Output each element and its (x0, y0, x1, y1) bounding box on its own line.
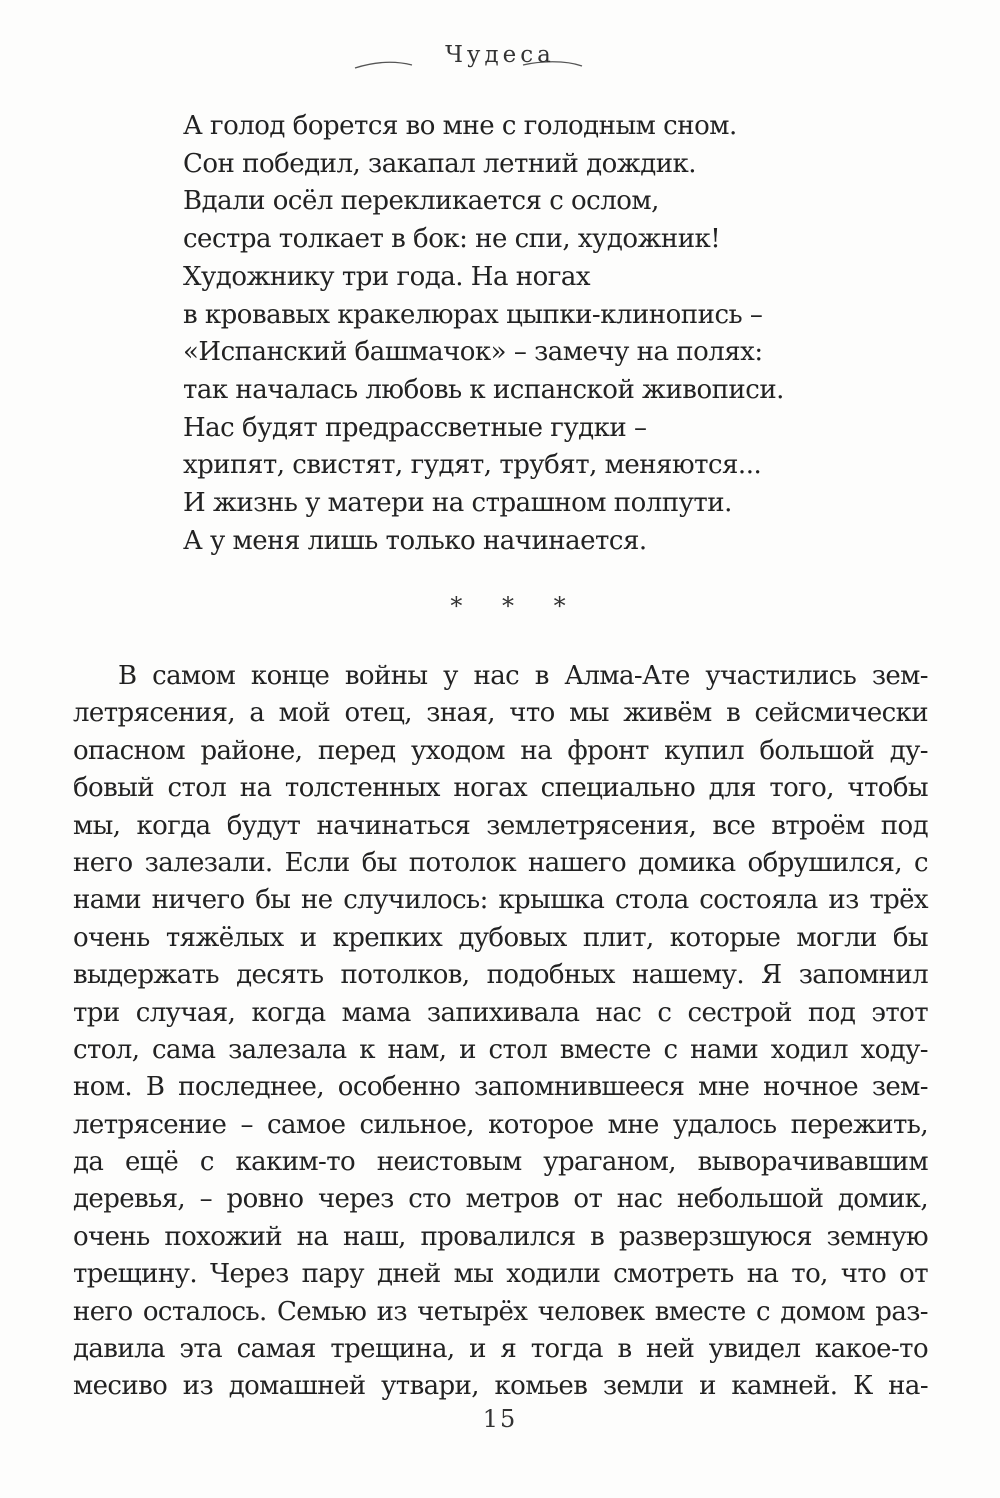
poem-line: хрипят, свистят, гудят, трубят, меняются... (183, 450, 762, 481)
poem-line: «Испанский башмачок» – замечу на полях: (183, 337, 763, 368)
prose-line: летрясение – самое сильное, которое мне удалось пережить, (73, 1109, 928, 1140)
prose-line: стол, сама залезала к нам, и стол вместе с нами ходил ходу- (73, 1034, 928, 1065)
prose-line: нами ничего бы не случилось: крышка стола состояла из трёх (73, 885, 928, 916)
poem-line: так началась любовь к испанской живописи. (183, 374, 784, 405)
poem-line: Сон победил, закапал летний дождик. (183, 148, 697, 179)
prose-line: него залезали. Если бы потолок нашего домика обрушился, с (73, 847, 928, 878)
prose-line: В самом конце войны у нас в Алма-Ате участились зем- (118, 661, 928, 691)
prose-line: него осталось. Семью из четырёх человек вместе с домом раз- (73, 1296, 928, 1327)
poem-line: Художнику три года. На ногах (183, 261, 591, 292)
prose-line: очень тяжёлых и крепких дубовых плит, которые могли бы (73, 922, 928, 953)
poem-line: в кровавых кракелюрах цыпки-клинопись – (183, 299, 763, 330)
prose-line: да ещё с каким-то неистовым ураганом, выворачивавшим (73, 1147, 928, 1178)
prose-paragraph (73, 658, 928, 1406)
prose-line: месиво из домашней утвари, комьев земли и камней. К на- (73, 1371, 928, 1402)
prose-line: ном. В последнее, особенно запомнившееся мне ночное зем- (73, 1072, 928, 1103)
prose-line: давила эта самая трещина, и я тогда в ней увидел какое-то (73, 1334, 928, 1365)
prose-line: трещину. Через пару дней мы ходили смотреть на то, что от (73, 1259, 928, 1290)
prose-line: опасном районе, перед уходом на фронт купил большой ду- (73, 735, 928, 766)
poem-line: И жизнь у матери на страшном полпути. (183, 488, 732, 519)
poem-line: А голод борется во мне с голодным сном. (183, 111, 737, 141)
page-number: 15 (482, 1405, 518, 1433)
poem-line: Нас будят предрассветные гудки – (183, 412, 647, 443)
running-title: Чудеса (445, 42, 555, 68)
prose-line: бовый стол на толстенных ногах специально для того, чтобы (73, 773, 928, 804)
poem (183, 108, 784, 560)
poem-line: Вдали осёл перекликается с ослом, (183, 186, 659, 217)
prose-line: мы, когда будут начинаться землетрясения, все втроём под (73, 810, 928, 841)
prose-line: летрясения, а мой отец, зная, что мы живём в сейсмически (73, 698, 928, 729)
prose-line: очень похожий на наш, провалился в разверзшуюся земную (73, 1221, 928, 1252)
prose-line: деревья, – ровно через сто метров от нас небольшой домик, (73, 1184, 928, 1215)
section-separator: * * * (450, 592, 582, 620)
prose-line: выдержать десять потолков, подобных нашему. Я запомнил (73, 960, 928, 991)
prose-line: три случая, когда мама запихивала нас с сестрой под этот (73, 997, 928, 1028)
poem-line: сестра толкает в бок: не спи, художник! (183, 224, 721, 255)
running-header (0, 38, 1000, 78)
poem-line: А у меня лишь только начинается. (183, 525, 647, 556)
